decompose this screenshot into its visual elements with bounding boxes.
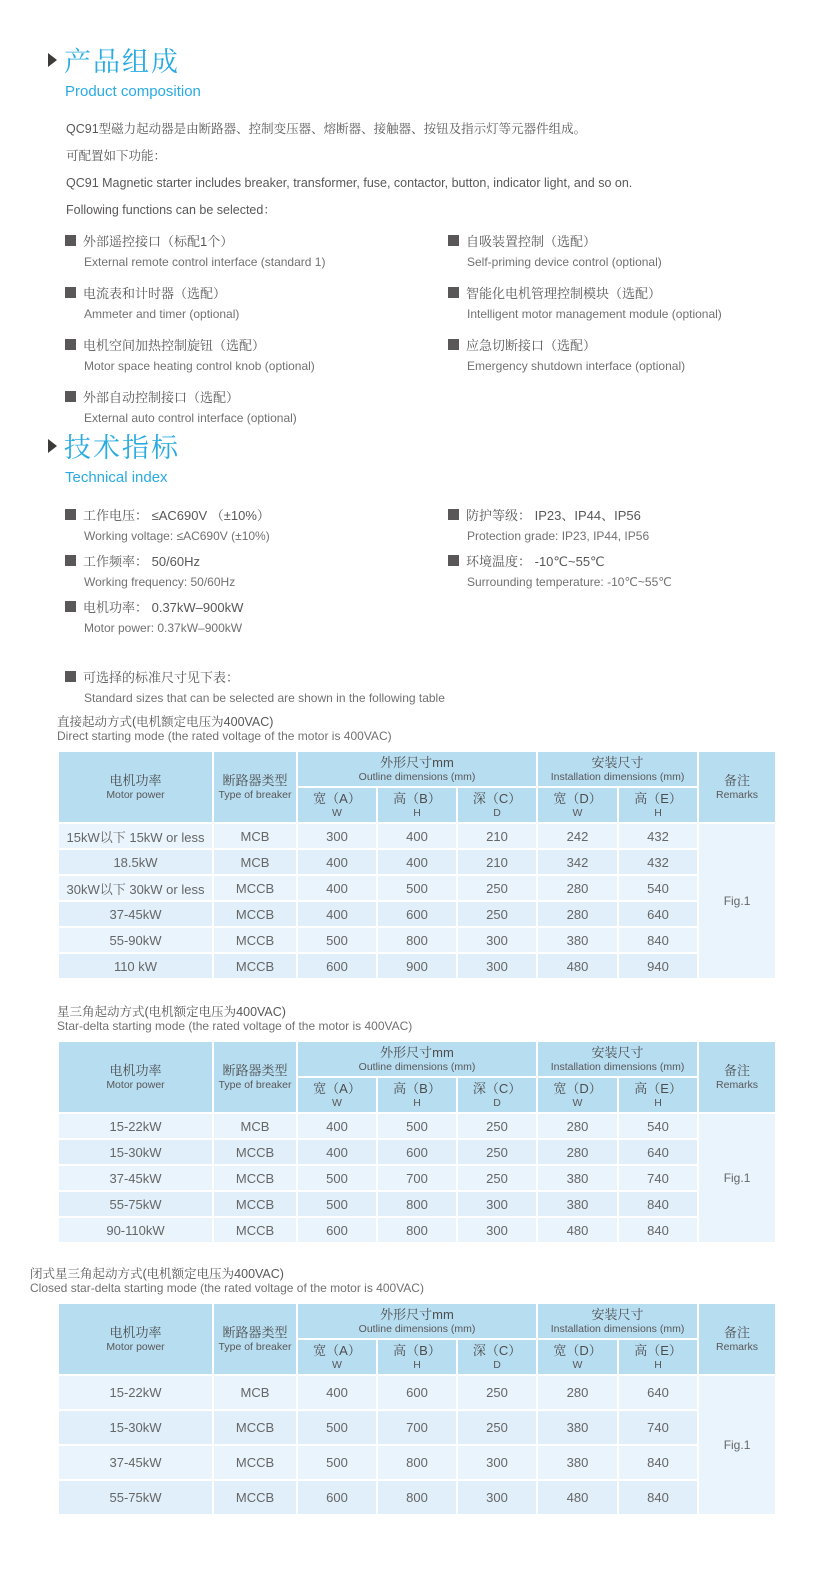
table-cell: 500 [297, 1445, 377, 1480]
table-cell: 210 [457, 823, 537, 849]
dimensions-table-direct [57, 750, 777, 980]
table-row [58, 1480, 776, 1515]
table-cell: 55-75kW [58, 1191, 213, 1217]
item-cn-row [65, 596, 448, 616]
item-label-cn: 工作电压： ≤AC690V （±10%） [83, 507, 270, 523]
table-cell: 600 [297, 1480, 377, 1515]
table-title-cn: 直接起动方式(电机额定电压为400VAC) [57, 715, 274, 729]
item-label-cn: 工作频率： 50/60Hz [83, 553, 201, 569]
table-cell: 15-22kW [58, 1113, 213, 1139]
table-cell: 55-75kW [58, 1480, 213, 1515]
table-cell: 37-45kW [58, 1165, 213, 1191]
item-label-en: Working frequency: 50/60Hz [84, 575, 236, 589]
table-cell: 540 [618, 1113, 698, 1139]
table-section-closed-star-delta [30, 1264, 777, 1516]
table-cell: 400 [377, 849, 457, 875]
table-cell: 300 [457, 1191, 537, 1217]
section-title-cn: 技术指标 [64, 433, 180, 463]
item-cn-row [65, 334, 448, 354]
table-title-cn: 闭式星三角起动方式(电机额定电压为400VAC) [30, 1267, 284, 1281]
item-label-en: Surrounding temperature: -10℃~55℃ [467, 575, 672, 589]
table-cell: 800 [377, 1217, 457, 1243]
table-cell: 432 [618, 849, 698, 875]
square-bullet-icon [448, 339, 459, 350]
square-bullet-icon [65, 339, 76, 350]
table-title-cn: 星三角起动方式(电机额定电压为400VAC) [57, 1005, 286, 1019]
table-cell: 740 [618, 1165, 698, 1191]
table-section-direct-starting [57, 712, 777, 980]
table-cell: 400 [377, 823, 457, 849]
feature-columns [48, 230, 798, 438]
header-motor-power: 电机功率 Motor power [58, 751, 213, 823]
table-cell: 280 [537, 901, 618, 927]
table-row [58, 875, 776, 901]
tech-column-right [448, 504, 798, 642]
item-cn-row [448, 550, 798, 570]
table-cell: MCCB [213, 1410, 297, 1445]
item-label-en: Emergency shutdown interface (optional) [467, 359, 686, 373]
table-cell: 250 [457, 1113, 537, 1139]
table-cell: 840 [618, 1191, 698, 1217]
item-label-cn: 外部遥控接口（标配1个） [83, 233, 234, 249]
table-cell: 15-30kW [58, 1410, 213, 1445]
header-width-a: 宽（A） W [297, 787, 377, 823]
intro-line-en2: Following functions can be selected： [66, 203, 276, 217]
remarks-cell: Fig.1 [698, 1113, 776, 1243]
header-width-a: 宽（A） W [297, 1339, 377, 1375]
header-installation-dimensions: 安装尺寸 Installation dimensions (mm) [537, 1303, 698, 1339]
item-cn-row [448, 230, 798, 250]
table-section-star-delta [57, 1002, 777, 1244]
table-row [58, 1139, 776, 1165]
feature-item [448, 334, 798, 377]
table-cell: 500 [297, 1191, 377, 1217]
table-cell: 37-45kW [58, 1445, 213, 1480]
table-cell: 700 [377, 1165, 457, 1191]
note-text-en: Standard sizes that can be selected are shown in the following table [84, 691, 445, 705]
header-height-b: 高（B） H [377, 787, 457, 823]
header-height-e: 高（E） H [618, 1339, 698, 1375]
item-cn-row [65, 504, 448, 524]
table-cell: 640 [618, 1139, 698, 1165]
intro-line-cn2: 可配置如下功能： [66, 149, 167, 163]
table-cell: 380 [537, 927, 618, 953]
table-row [58, 849, 776, 875]
tech-item [65, 550, 448, 593]
item-label-cn: 自吸装置控制（选配） [466, 233, 597, 249]
square-bullet-icon [65, 509, 76, 520]
item-label-cn: 智能化电机管理控制模块（选配） [466, 285, 662, 301]
square-bullet-icon [65, 555, 76, 566]
remarks-cell: Fig.1 [698, 1375, 776, 1515]
table-cell: 540 [618, 875, 698, 901]
item-cn-row [448, 334, 798, 354]
header-height-b: 高（B） H [377, 1077, 457, 1113]
feature-item [448, 230, 798, 273]
square-bullet-icon [65, 235, 76, 246]
table-head [58, 1303, 776, 1375]
table-cell: 280 [537, 875, 618, 901]
item-cn-row [65, 386, 448, 406]
item-cn-row [65, 230, 448, 250]
table-cell: 400 [297, 1375, 377, 1410]
table-cell: 18.5kW [58, 849, 213, 875]
feature-item [65, 230, 448, 273]
intro-paragraphs [66, 122, 798, 218]
table-cell: 110 kW [58, 953, 213, 979]
table-cell: 480 [537, 1480, 618, 1515]
table-cell: 640 [618, 1375, 698, 1410]
item-label-en: External remote control interface (standard 1) [84, 255, 326, 269]
header-remarks: 备注 Remarks [698, 1303, 776, 1375]
table-cell: 840 [618, 1445, 698, 1480]
table-cell: 800 [377, 1191, 457, 1217]
table-cell: 800 [377, 1480, 457, 1515]
header-outline-dimensions: 外形尺寸mm Outline dimensions (mm) [297, 751, 537, 787]
item-label-en: External auto control interface (optional) [84, 411, 297, 425]
table-title-en: Direct starting mode (the rated voltage of the motor is 400VAC) [57, 729, 392, 743]
table-cell: 800 [377, 1445, 457, 1480]
square-bullet-icon [65, 391, 76, 402]
item-label-en: Self-priming device control (optional) [467, 255, 662, 269]
table-cell: 342 [537, 849, 618, 875]
header-breaker-type: 断路器类型 Type of breaker [213, 1041, 297, 1113]
tech-item [65, 504, 448, 547]
table-cell: 250 [457, 1139, 537, 1165]
item-cn-row [65, 550, 448, 570]
item-cn-row [65, 282, 448, 302]
header-height-e: 高（E） H [618, 787, 698, 823]
header-depth-c: 深（C） D [457, 1077, 537, 1113]
table-cell: 700 [377, 1410, 457, 1445]
item-label-en: Intelligent motor management module (optional) [467, 307, 722, 321]
table-cell: 600 [297, 953, 377, 979]
table-row [58, 1410, 776, 1445]
table-cell: MCB [213, 849, 297, 875]
table-cell: 480 [537, 953, 618, 979]
table-body [58, 1375, 776, 1515]
triangle-bullet-icon [48, 53, 57, 67]
table-cell: 500 [297, 927, 377, 953]
header-height-b: 高（B） H [377, 1339, 457, 1375]
item-label-cn: 防护等级： IP23、IP44、IP56 [466, 507, 641, 523]
table-cell: 380 [537, 1410, 618, 1445]
table-row [58, 1375, 776, 1410]
table-row [58, 953, 776, 979]
table-cell: 15kW以下 15kW or less [58, 823, 213, 849]
item-label-cn: 电机功率： 0.37kW–900kW [83, 599, 244, 615]
table-cell: MCCB [213, 1217, 297, 1243]
table-cell: 800 [377, 927, 457, 953]
table-cell: 55-90kW [58, 927, 213, 953]
table-cell: 500 [377, 1113, 457, 1139]
table-cell: 15-22kW [58, 1375, 213, 1410]
item-label-en: Protection grade: IP23, IP44, IP56 [467, 529, 650, 543]
item-label-cn: 应急切断接口（选配） [466, 337, 597, 353]
item-label-cn: 电机空间加热控制旋钮（选配） [83, 337, 266, 353]
table-cell: 600 [377, 901, 457, 927]
tech-item [448, 550, 798, 593]
header-outline-dimensions: 外形尺寸mm Outline dimensions (mm) [297, 1303, 537, 1339]
table-cell: 600 [297, 1217, 377, 1243]
table-cell: 400 [297, 901, 377, 927]
header-width-a: 宽（A） W [297, 1077, 377, 1113]
standard-sizes-note [65, 666, 445, 709]
table-cell: 280 [537, 1139, 618, 1165]
feature-column-right [448, 230, 798, 438]
item-label-cn: 环境温度： -10℃~55℃ [466, 553, 605, 569]
table-cell: MCB [213, 1375, 297, 1410]
table-cell: 280 [537, 1375, 618, 1410]
table-cell: 210 [457, 849, 537, 875]
table-head [58, 751, 776, 823]
section-heading [48, 40, 798, 79]
table-cell: 380 [537, 1165, 618, 1191]
table-cell: 600 [377, 1375, 457, 1410]
item-label-en: Motor space heating control knob (optional) [84, 359, 315, 373]
table-cell: 300 [457, 1480, 537, 1515]
table-row [58, 901, 776, 927]
table-cell: 250 [457, 901, 537, 927]
table-cell: MCCB [213, 1139, 297, 1165]
table-cell: 90-110kW [58, 1217, 213, 1243]
table-cell: MCB [213, 823, 297, 849]
table-cell: 380 [537, 1445, 618, 1480]
feature-item [65, 334, 448, 377]
table-row [58, 1113, 776, 1139]
table-cell: MCCB [213, 1480, 297, 1515]
item-label-cn: 电流表和计时器（选配） [83, 285, 227, 301]
feature-column-left [65, 230, 448, 438]
header-depth-c: 深（C） D [457, 1339, 537, 1375]
table-cell: 600 [377, 1139, 457, 1165]
table-cell: 640 [618, 901, 698, 927]
table-cell: 37-45kW [58, 901, 213, 927]
table-cell: 480 [537, 1217, 618, 1243]
dimensions-table-closed-star-delta [57, 1302, 777, 1516]
table-row [58, 823, 776, 849]
table-cell: 30kW以下 30kW or less [58, 875, 213, 901]
header-installation-dimensions: 安装尺寸 Installation dimensions (mm) [537, 1041, 698, 1077]
table-cell: 280 [537, 1113, 618, 1139]
dimensions-table-star-delta [57, 1040, 777, 1244]
feature-item [65, 386, 448, 429]
header-motor-power: 电机功率 Motor power [58, 1041, 213, 1113]
table-row [58, 1217, 776, 1243]
table-cell: 250 [457, 1375, 537, 1410]
table-cell: MCCB [213, 901, 297, 927]
table-cell: 400 [297, 875, 377, 901]
table-cell: 300 [457, 927, 537, 953]
header-width-d: 宽（D） W [537, 1077, 618, 1113]
table-cell: 740 [618, 1410, 698, 1445]
table-cell: 242 [537, 823, 618, 849]
square-bullet-icon [448, 287, 459, 298]
table-cell: MCCB [213, 1445, 297, 1480]
section-technical-index [48, 426, 798, 642]
tech-item [448, 504, 798, 547]
table-cell: 400 [297, 1139, 377, 1165]
table-row [58, 1191, 776, 1217]
table-cell: 250 [457, 875, 537, 901]
table-cell: 500 [297, 1165, 377, 1191]
header-remarks: 备注 Remarks [698, 751, 776, 823]
remarks-cell: Fig.1 [698, 823, 776, 979]
square-bullet-icon [65, 601, 76, 612]
item-label-en: Working voltage: ≤AC690V (±10%) [84, 529, 270, 543]
header-outline-dimensions: 外形尺寸mm Outline dimensions (mm) [297, 1041, 537, 1077]
table-row [58, 1445, 776, 1480]
table-cell: 840 [618, 927, 698, 953]
table-cell: 300 [457, 1445, 537, 1480]
feature-item [65, 282, 448, 325]
table-cell: 432 [618, 823, 698, 849]
tech-column-left [65, 504, 448, 642]
header-width-d: 宽（D） W [537, 787, 618, 823]
header-height-e: 高（E） H [618, 1077, 698, 1113]
table-cell: 900 [377, 953, 457, 979]
table-cell: 300 [457, 953, 537, 979]
triangle-bullet-icon [48, 439, 57, 453]
table-cell: 400 [297, 849, 377, 875]
intro-line-en: QC91 Magnetic starter includes breaker, transformer, fuse, contactor, button, indicator light, and so on. [66, 176, 633, 190]
section-product-composition [48, 40, 798, 438]
table-body [58, 1113, 776, 1243]
table-cell: 940 [618, 953, 698, 979]
header-width-d: 宽（D） W [537, 1339, 618, 1375]
table-cell: 840 [618, 1480, 698, 1515]
item-cn-row [448, 504, 798, 524]
table-cell: MCCB [213, 875, 297, 901]
table-cell: 250 [457, 1410, 537, 1445]
table-title-en: Closed star-delta starting mode (the rated voltage of the motor is 400VAC) [30, 1281, 424, 1295]
section-heading [48, 426, 798, 465]
tech-item [65, 596, 448, 639]
table-title-en: Star-delta starting mode (the rated voltage of the motor is 400VAC) [57, 1019, 413, 1033]
square-bullet-icon [448, 509, 459, 520]
table-cell: 15-30kW [58, 1139, 213, 1165]
table-cell: 500 [377, 875, 457, 901]
section-title-cn: 产品组成 [64, 47, 180, 77]
table-cell: 300 [457, 1217, 537, 1243]
table-cell: MCCB [213, 953, 297, 979]
table-head [58, 1041, 776, 1113]
header-remarks: 备注 Remarks [698, 1041, 776, 1113]
header-depth-c: 深（C） D [457, 787, 537, 823]
square-bullet-icon [448, 235, 459, 246]
table-cell: 250 [457, 1165, 537, 1191]
square-bullet-icon [65, 287, 76, 298]
table-row [58, 1165, 776, 1191]
note-cn-row [65, 666, 445, 686]
header-motor-power: 电机功率 Motor power [58, 1303, 213, 1375]
table-body [58, 823, 776, 979]
table-row [58, 927, 776, 953]
table-cell: 380 [537, 1191, 618, 1217]
note-text-cn: 可选择的标准尺寸见下表： [83, 669, 240, 685]
tech-columns [48, 504, 798, 642]
table-cell: MCCB [213, 1165, 297, 1191]
table-cell: 400 [297, 1113, 377, 1139]
square-bullet-icon [65, 671, 76, 682]
table-cell: MCCB [213, 1191, 297, 1217]
section-title-en: Technical index [65, 469, 168, 486]
feature-item [448, 282, 798, 325]
section-title-en: Product composition [65, 83, 201, 100]
table-cell: 840 [618, 1217, 698, 1243]
item-label-cn: 外部自动控制接口（选配） [83, 389, 240, 405]
table-cell: 300 [297, 823, 377, 849]
square-bullet-icon [448, 555, 459, 566]
table-cell: 500 [297, 1410, 377, 1445]
header-installation-dimensions: 安装尺寸 Installation dimensions (mm) [537, 751, 698, 787]
item-label-en: Ammeter and timer (optional) [84, 307, 240, 321]
item-cn-row [448, 282, 798, 302]
table-cell: MCCB [213, 927, 297, 953]
header-breaker-type: 断路器类型 Type of breaker [213, 751, 297, 823]
intro-line-cn: QC91型磁力起动器是由断路器、控制变压器、熔断器、接触器、按钮及指示灯等元器件组成。 [66, 122, 587, 136]
header-breaker-type: 断路器类型 Type of breaker [213, 1303, 297, 1375]
table-cell: MCB [213, 1113, 297, 1139]
item-label-en: Motor power: 0.37kW–900kW [84, 621, 243, 635]
